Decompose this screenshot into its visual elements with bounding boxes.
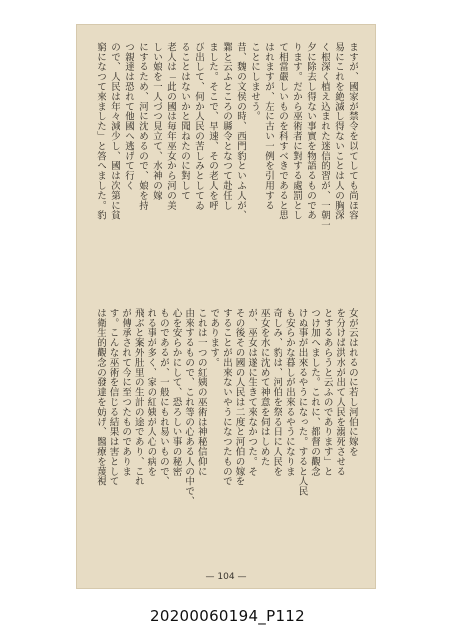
text-column: にするため、河に沈めるので、娘を持 bbox=[137, 42, 148, 211]
top-text-block bbox=[94, 42, 358, 294]
text-column: ものであるが、一般にもれ易いもので、 bbox=[157, 308, 169, 487]
bottom-text-block bbox=[94, 308, 358, 560]
text-column: が、巫女は遂に生きて來なかつた。そ bbox=[246, 308, 258, 477]
text-column: ので、人民は年々減少し、國は次第に貧 bbox=[109, 42, 120, 221]
text-column: は衛生的觀念の發達を妨げ、醫療を蔑視 bbox=[95, 308, 106, 487]
text-column: つけ加へました。これに、都督の觀念 bbox=[309, 308, 321, 477]
text-column: つ親達は恐れて他國へ逃げて行く bbox=[123, 42, 134, 191]
text-column: 窮になつて來ました」と答へました。豹 bbox=[95, 42, 106, 221]
text-column: く根深く植え込まれた迷信的習が、一朝一 bbox=[319, 42, 330, 231]
text-column: ることはないかと聞ねたのに對して bbox=[179, 42, 190, 201]
text-column: て相當嚴しいものを科すべきであると思 bbox=[277, 42, 288, 221]
text-column: 女が云はれるのに若し河伯に嫁を bbox=[346, 308, 358, 457]
text-column: 夕に除去し得ない事實を物語るものであ bbox=[305, 42, 316, 221]
text-column: けぬ事が出來るやうになった。すると人民 bbox=[296, 308, 308, 497]
text-column: 奇しみ、豹は、河伯を祭る日に人民を bbox=[271, 308, 283, 477]
text-column: も安らかな暮しが出來るやうになりま bbox=[283, 308, 295, 477]
text-column: 巫女を水に沈めて神意を伺はしめた bbox=[258, 308, 270, 467]
text-column: その後その國の人民は二度と河伯の嫁を bbox=[233, 308, 245, 487]
text-column: ことにしませう。 bbox=[249, 42, 260, 122]
text-column: 鄴と云ふところの縣令となつて赴任し bbox=[221, 42, 232, 211]
text-column: が傳承されて今に至つたものでありま bbox=[120, 308, 132, 477]
text-column: はれますが、左に古い一例を引用する bbox=[263, 42, 274, 211]
text-column: しい娘を一人づつ見立て、水神の嫁 bbox=[151, 42, 162, 201]
text-column: 老人は「此の國は毎年巫女から河の美 bbox=[165, 42, 176, 211]
page-number: — 104 — bbox=[205, 572, 247, 582]
text-column: 由來するもので、これ等の心ある人の中で、 bbox=[183, 308, 195, 506]
text-column: これは一つの紅姨の巫術は神秘信仰に bbox=[195, 308, 207, 477]
text-column: とするあらうと云ふのであります」と bbox=[321, 308, 333, 477]
text-column: 昔、魏の文侯の時、西門豹といふ人が、 bbox=[235, 42, 246, 221]
text-column: を分けば洪水が出て人民を溺死させる bbox=[334, 308, 346, 477]
text-column: ますが、國家が禁令を以てしても尚ほ容 bbox=[347, 42, 358, 221]
text-column: であります。 bbox=[208, 308, 220, 368]
text-column: 飛ぶと案外肚里の生計の途であり、これ bbox=[132, 308, 144, 487]
text-column: び出して、何か人民の苦しみとしてゐ bbox=[193, 42, 204, 211]
text-column: 心を安らかにして、恐ろしい事の秘密 bbox=[170, 308, 182, 477]
text-column: 易にこれを絶滅し得ないことは人の胸深 bbox=[333, 42, 344, 221]
image-caption: 20200060194_P112 bbox=[150, 607, 305, 625]
book-page bbox=[76, 24, 376, 589]
text-column: ました。そこで、早速、その老人を呼 bbox=[207, 42, 218, 211]
text-column: することが出來ないやうになつたもので bbox=[220, 308, 232, 487]
text-column: す。こんな巫術を信じる結果は害として bbox=[107, 308, 119, 487]
text-column: ります。だから巫術者に對する處罰とし bbox=[291, 42, 302, 221]
text-column: れる事が多く、家の紅姨が人心の病を bbox=[145, 308, 157, 477]
